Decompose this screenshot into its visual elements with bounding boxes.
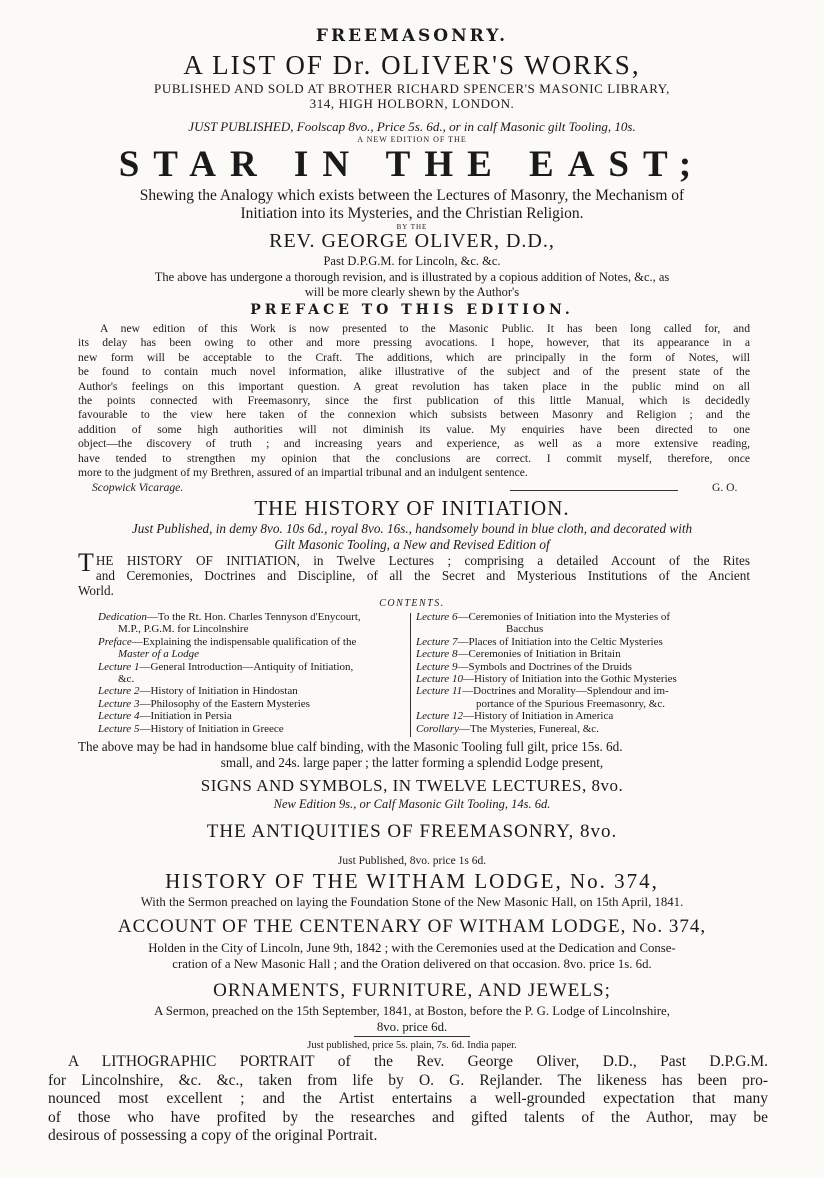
contents-entry: Lecture 2—History of Initiation in Hindostan	[98, 685, 298, 698]
new-edition-label: A NEW EDITION OF THE	[357, 135, 467, 144]
contents-entry: Lecture 10—History of Initiation into the Gothic Mysteries	[416, 673, 677, 686]
preface-line: addition of some high authorities will not diminish its value. My enquiries have been directed to one	[78, 422, 750, 436]
contents-entry: Lecture 3—Philosophy of the Eastern Mysteries	[98, 697, 310, 710]
author-name: REV. GEORGE OLIVER, D.D.,	[269, 230, 555, 252]
preface-body	[78, 322, 750, 480]
star-subtitle-2: Initiation into its Mysteries, and the Christian Religion.	[240, 205, 584, 222]
preface-line: the points connected with Freemasonry, since the first publication of this little Manual, which is decidedly	[78, 394, 750, 408]
contents-entry: Lecture 7—Places of Initiation into the Celtic Mysteries	[416, 635, 663, 648]
initiation-pub-line-1: Just Published, in demy 8vo. 10s 6d., royal 8vo. 16s., handsomely bound in blue cloth, and decorated with	[131, 521, 693, 536]
signoff-initials: G. O.	[712, 481, 738, 494]
contents-entry: Lecture 8—Ceremonies of Initiation in Britain	[416, 648, 621, 661]
binding-line-1: The above may be had in handsome blue calf binding, with the Masonic Tooling full gilt, price 15s. 6d.	[78, 739, 623, 754]
contents-entry: portance of the Spurious Freemasonry, &c.	[476, 697, 665, 710]
portrait-line: A LITHOGRAPHIC PORTRAIT of the Rev. George Oliver, D.D., Past D.P.G.M.	[68, 1053, 768, 1070]
antiquities-title: THE ANTIQUITIES OF FREEMASONRY, 8vo.	[206, 821, 618, 842]
preface-line: object—the discovery of truth ; and increasing years and experience, as well as a more extensive reading,	[78, 437, 750, 451]
initiation-desc-line-3: World.	[78, 583, 114, 598]
signs-symbols-edition: New Edition 9s., or Calf Masonic Gilt Tooling, 14s. 6d.	[273, 797, 551, 811]
publisher-line-1: PUBLISHED AND SOLD AT BROTHER RICHARD SPENCER'S MASONIC LIBRARY,	[154, 81, 670, 96]
centenary-title: ACCOUNT OF THE CENTENARY OF WITHAM LODGE, No. 374,	[117, 916, 707, 937]
section-divider	[510, 490, 678, 491]
preface-line: more to the judgment of my Brethren, assured of an impartial tribunal and an indulgent sentence.	[78, 466, 528, 480]
portrait-line: desirous of possessing a copy of the original Portrait.	[48, 1127, 378, 1145]
preface-line: have tended to strengthen my opinion that the conclusions are correct. I commit myself, therefore, once	[78, 451, 750, 465]
initiation-title: THE HISTORY OF INITIATION.	[254, 496, 570, 520]
witham-history-title: HISTORY OF THE WITHAM LODGE, No. 374,	[165, 869, 659, 893]
centenary-desc-2: cration of a New Masonic Hall ; and the Oration delivered on that occasion. 8vo. price 1s. 6d.	[172, 957, 652, 971]
preface-line: new form will be acceptable to the Craft. The additions, which are principally in the form of Notes, will	[78, 350, 750, 364]
witham-pub-note: Just Published, 8vo. price 1s 6d.	[337, 855, 487, 867]
initiation-desc-line-2: and Ceremonies, Doctrines and Discipline, of all the Secret and Mysterious Institutions of the Ancient	[95, 568, 750, 583]
publisher-line-2: 314, HIGH HOLBORN, LONDON.	[309, 96, 515, 111]
masthead: FREEMASONRY.	[315, 26, 509, 46]
contents-column-divider	[410, 613, 411, 737]
preface-heading: PREFACE TO THIS EDITION.	[250, 302, 574, 318]
star-subtitle-1: Shewing the Analogy which exists between the Lectures of Masonry, the Mechanism of	[139, 187, 685, 204]
section-divider	[354, 1036, 470, 1037]
contents-entry: Preface—Explaining the indispensable qualification of the	[98, 635, 357, 648]
signs-symbols-title: SIGNS AND SYMBOLS, IN TWELVE LECTURES, 8vo.	[200, 776, 624, 795]
contents-entry: Lecture 4—Initiation in Persia	[98, 710, 232, 723]
contents-entry: &c.	[118, 673, 135, 686]
revision-line-2: will be more clearly shewn by the Author's	[304, 285, 520, 299]
binding-line-2: small, and 24s. large paper ; the latter forming a splendid Lodge present,	[220, 755, 604, 770]
witham-history-desc: With the Sermon preached on laying the Foundation Stone of the New Masonic Hall, on 15th April, 1841.	[140, 895, 684, 909]
contents-entry: Lecture 6—Ceremonies of Initiation into the Mysteries of	[416, 611, 671, 623]
by-the-label: BY THE	[396, 223, 428, 231]
list-title: A LIST OF Dr. OLIVER'S WORKS,	[183, 50, 641, 80]
contents-entry: Lecture 11—Doctrines and Morality—Splendour and im-	[416, 685, 669, 698]
contents-entry: Bacchus	[506, 623, 544, 636]
drop-cap-letter: T	[78, 548, 94, 577]
contents-entry: Lecture 1—General Introduction—Antiquity of Initiation,	[98, 660, 354, 673]
centenary-desc-1: Holden in the City of Lincoln, June 9th, 1842 ; with the Ceremonies used at the Dedication and Conse-	[148, 941, 676, 955]
ornaments-desc-2: 8vo. price 6d.	[376, 1020, 448, 1034]
author-title: Past D.P.G.M. for Lincoln, &c. &c.	[323, 254, 501, 268]
contents-right-column	[416, 611, 736, 735]
star-title: STAR IN THE EAST;	[118, 144, 706, 185]
contents-left-column	[98, 611, 418, 735]
preface-line: be found to contain much novel information, alike illustrative of the subject and of the present state of the	[78, 365, 750, 379]
preface-line: Author's feelings on this important question. A great revolution has taken place in the public mind on all	[78, 379, 750, 393]
preface-line: favourable to the view here taken of the connexion which subsists between Masonry and Religion ; and the	[78, 408, 750, 422]
revision-line-1: The above has undergone a thorough revision, and is illustrated by a copious addition of Notes, &c., as	[154, 270, 670, 284]
contents-entry: Corollary—The Mysteries, Funereal, &c.	[416, 722, 599, 735]
star-pub-note: JUST PUBLISHED, Foolscap 8vo., Price 5s. 6d., or in calf Masonic gilt Tooling, 10s.	[188, 119, 636, 134]
initiation-description	[78, 548, 750, 598]
initiation-desc-line-1: HE HISTORY OF INITIATION, in Twelve Lectures ; comprising a detailed Account of the Rites	[95, 553, 750, 568]
contents-entry: Lecture 12—History of Initiation in America	[416, 710, 614, 723]
contents-entry: Master of a Lodge	[118, 648, 199, 661]
signoff-place: Scopwick Vicarage.	[92, 481, 184, 494]
initiation-pub-line-2: Gilt Masonic Tooling, a New and Revised Edition of	[274, 537, 550, 552]
contents-entry: M.P., P.G.M. for Lincolnshire	[118, 623, 249, 636]
preface-line: its delay has been owing to other and more pressing avocations. I hope, however, that its appearance in a	[78, 336, 750, 350]
portrait-line: of those who have profited by the researches and gifted talents of the Author, may be	[48, 1108, 768, 1126]
portrait-pub-note: Just published, price 5s. plain, 7s. 6d. India paper.	[307, 1040, 517, 1051]
ornaments-desc-1: A Sermon, preached on the 15th September, 1841, at Boston, before the P. G. Lodge of Lincolnshire,	[154, 1004, 670, 1018]
portrait-line: nounced most excellent ; and the Artist entertains a well-grounded expectation that many	[48, 1090, 768, 1108]
contents-entry: Dedication—To the Rt. Hon. Charles Tennyson d'Enycourt,	[98, 611, 361, 623]
contents-entry: Lecture 5—History of Initiation in Greece	[98, 722, 284, 735]
contents-entry: Lecture 9—Symbols and Doctrines of the Druids	[416, 660, 632, 673]
portrait-line: for Lincolnshire, &c. &c., taken from life by O. G. Rejlander. The likeness has been pro-	[48, 1071, 768, 1089]
portrait-body	[48, 1053, 768, 1146]
ornaments-title: ORNAMENTS, FURNITURE, AND JEWELS;	[213, 980, 611, 1001]
contents-heading: CONTENTS.	[379, 598, 445, 609]
preface-line: A new edition of this Work is now presented to the Masonic Public. It has been long called for, and	[100, 322, 750, 335]
